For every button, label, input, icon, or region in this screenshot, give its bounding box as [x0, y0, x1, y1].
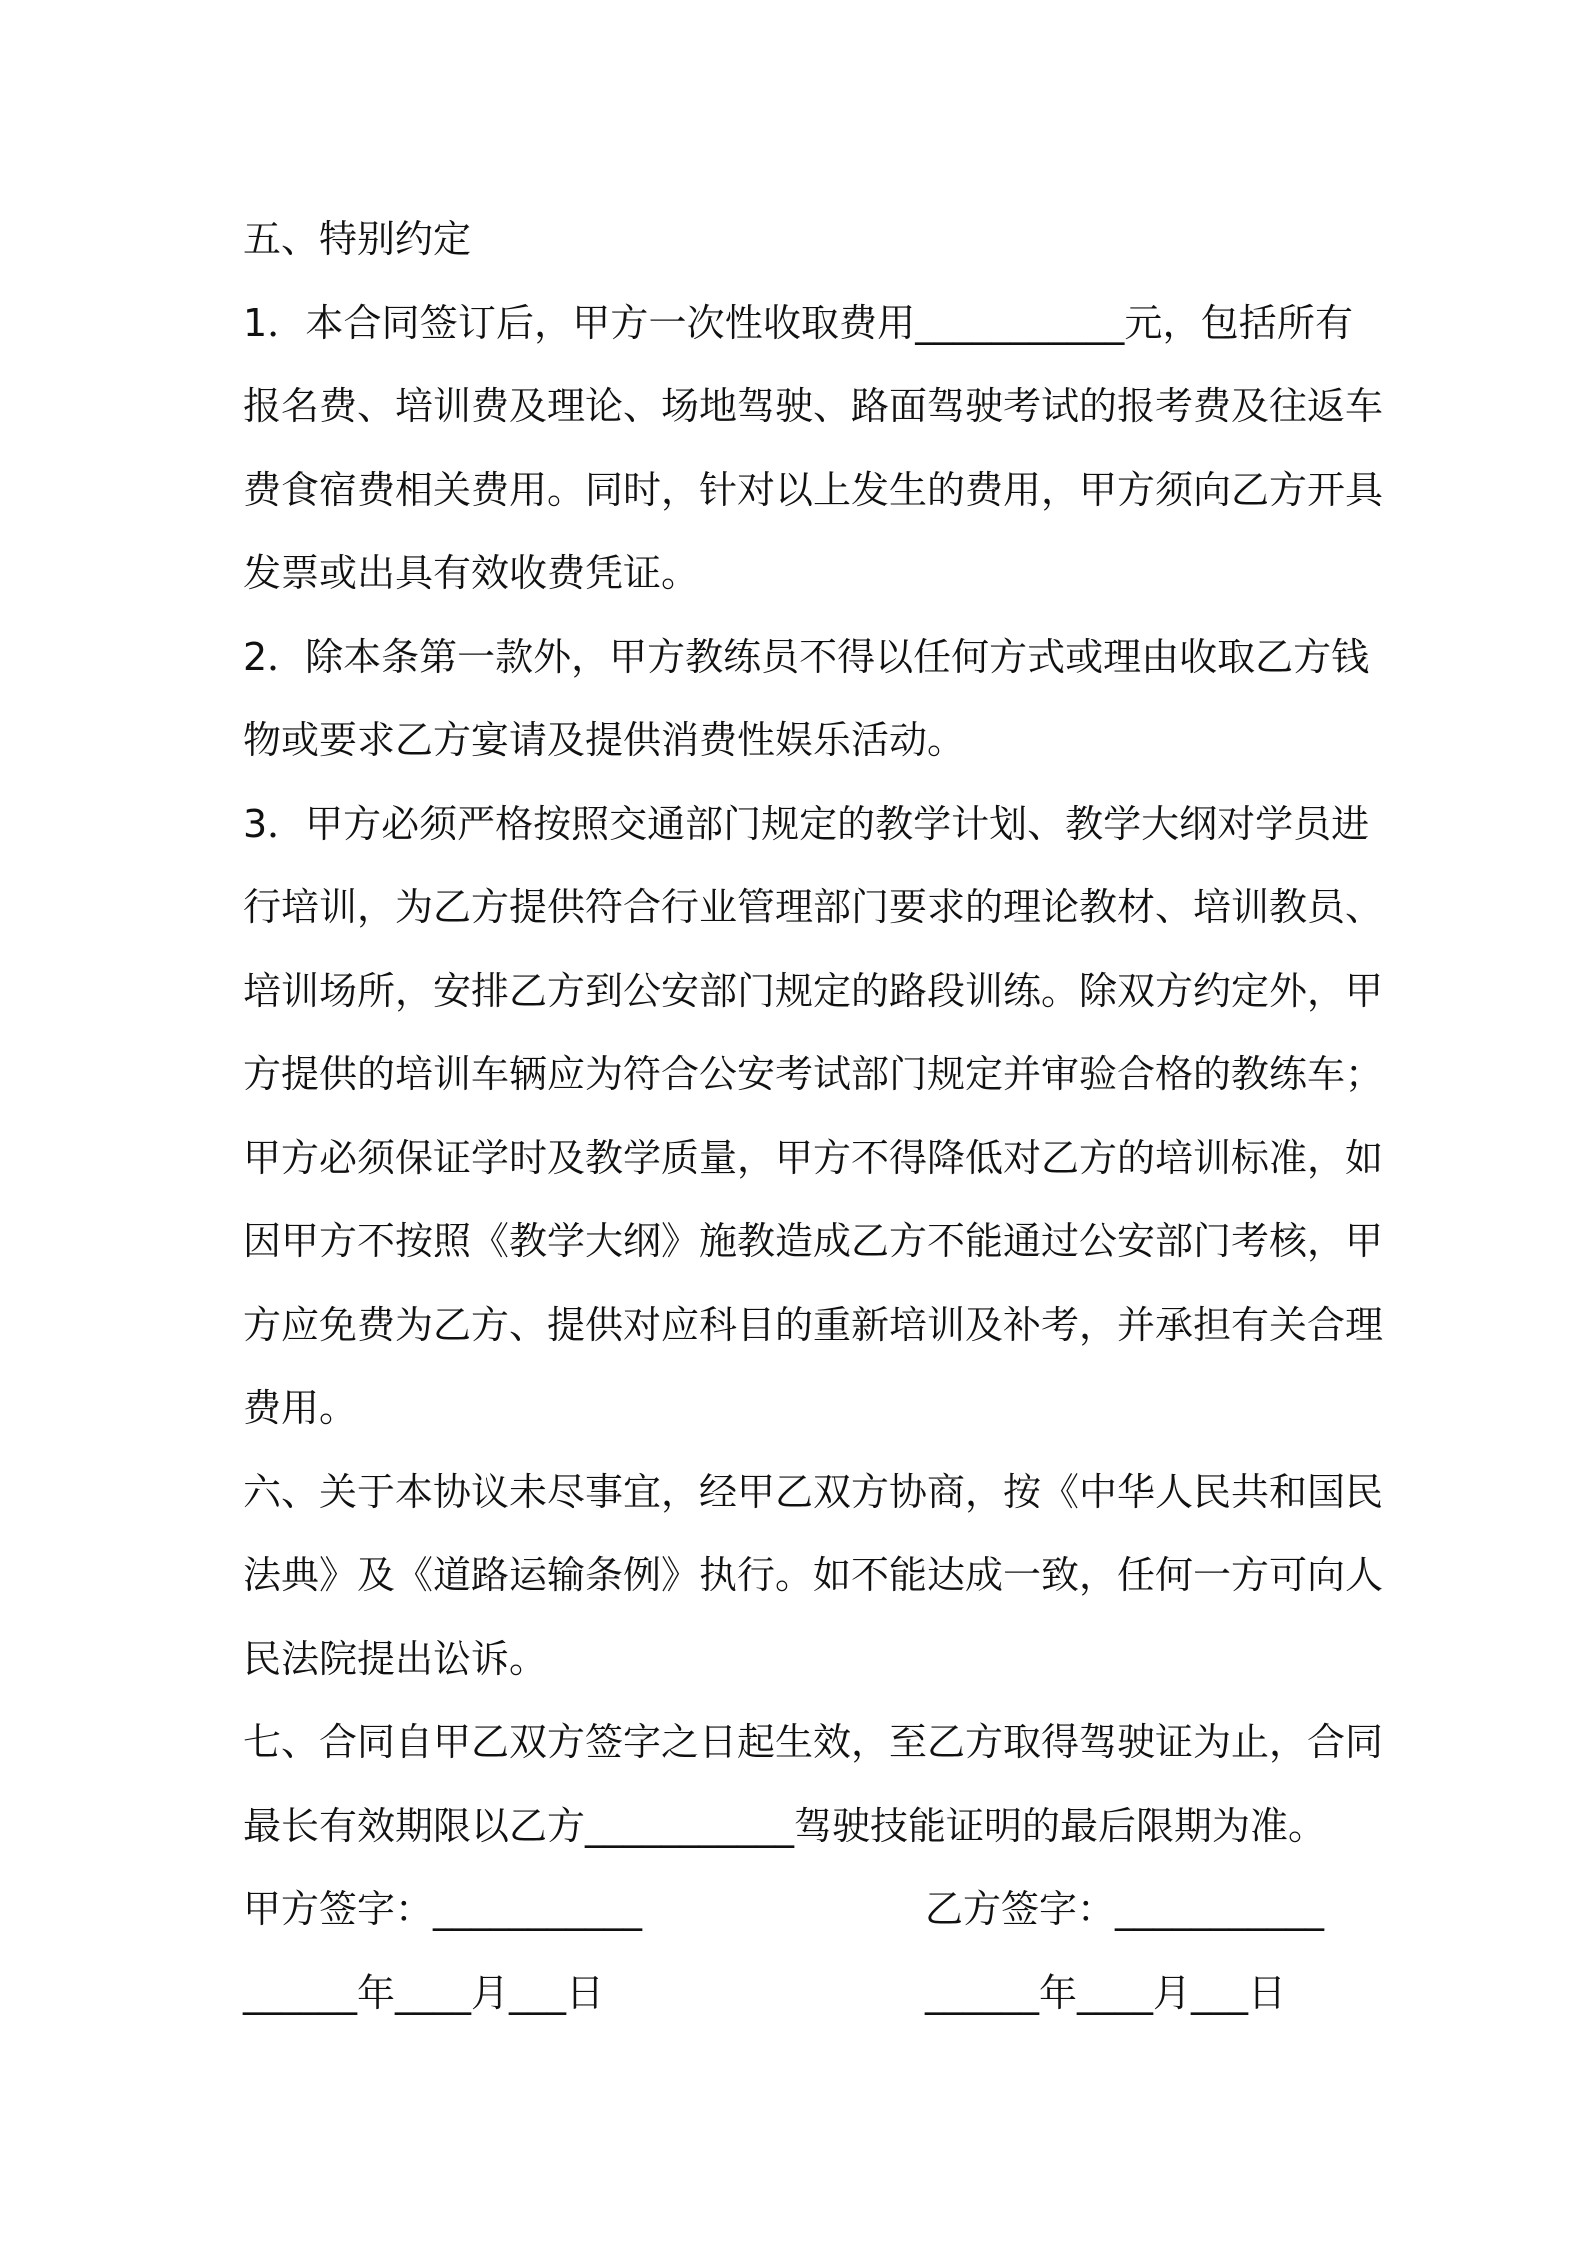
document-body: [243, 198, 1384, 1868]
paragraph-line: 法典》及《道路运输条例》执行。如不能达成一致，任何一方可向人: [243, 1553, 1384, 1597]
paragraph-line: 甲方必须保证学时及教学质量，甲方不得降低对乙方的培训标准，如: [243, 1135, 1384, 1180]
section-heading: 五、特别约定: [243, 217, 472, 261]
paragraph-line: 1．本合同签订后，甲方一次性收取费用___________元，包括所有: [243, 300, 1353, 345]
paragraph-line: 六、关于本协议未尽事宜，经甲乙双方协商，按《中华人民共和国民: [243, 1469, 1384, 1514]
paragraph-line: 2．除本条第一款外，甲方教练员不得以任何方式或理由收取乙方钱: [243, 634, 1370, 679]
paragraph-line: 因甲方不按照《教学大纲》施教造成乙方不能通过公安部门考核，甲: [243, 1219, 1384, 1263]
paragraph-line: 报名费、培训费及理论、场地驾驶、路面驾驶考试的报考费及往返车: [243, 384, 1384, 428]
paragraph-line: 费用。: [243, 1386, 358, 1430]
party-b-signature-line: 乙方签字：___________: [925, 1887, 1325, 1931]
paragraph-line: 3．甲方必须严格按照交通部门规定的教学计划、教学大纲对学员进: [243, 801, 1370, 846]
paragraph-line: 方提供的培训车辆应为符合公安考试部门规定并审验合格的教练车；: [243, 1052, 1384, 1096]
paragraph-line: 行培训，为乙方提供符合行业管理部门要求的理论教材、培训教员、: [243, 885, 1384, 929]
paragraph-line: 最长有效期限以乙方___________驾驶技能证明的最后限期为准。: [243, 1803, 1327, 1848]
paragraph-line: 培训场所，安排乙方到公安部门规定的路段训练。除双方约定外，甲: [243, 968, 1384, 1013]
party-a-date-line: ______年____月___日: [243, 1971, 605, 2015]
paragraph-line: 发票或出具有效收费凭证。: [243, 551, 700, 595]
paragraph-line: 方应免费为乙方、提供对应科目的重新培训及补考，并承担有关合理: [243, 1302, 1384, 1347]
paragraph-line: 费食宿费相关费用。同时，针对以上发生的费用，甲方须向乙方开具: [243, 467, 1384, 512]
party-b-date-line: ______年____月___日: [925, 1971, 1287, 2015]
party-a-signature-line: 甲方签字：___________: [243, 1887, 643, 1931]
paragraph-line: 七、合同自甲乙双方签字之日起生效，至乙方取得驾驶证为止，合同: [243, 1720, 1384, 1764]
paragraph-line: 物或要求乙方宴请及提供消费性娱乐活动。: [243, 718, 966, 762]
paragraph-line: 民法院提出讼诉。: [243, 1636, 548, 1681]
